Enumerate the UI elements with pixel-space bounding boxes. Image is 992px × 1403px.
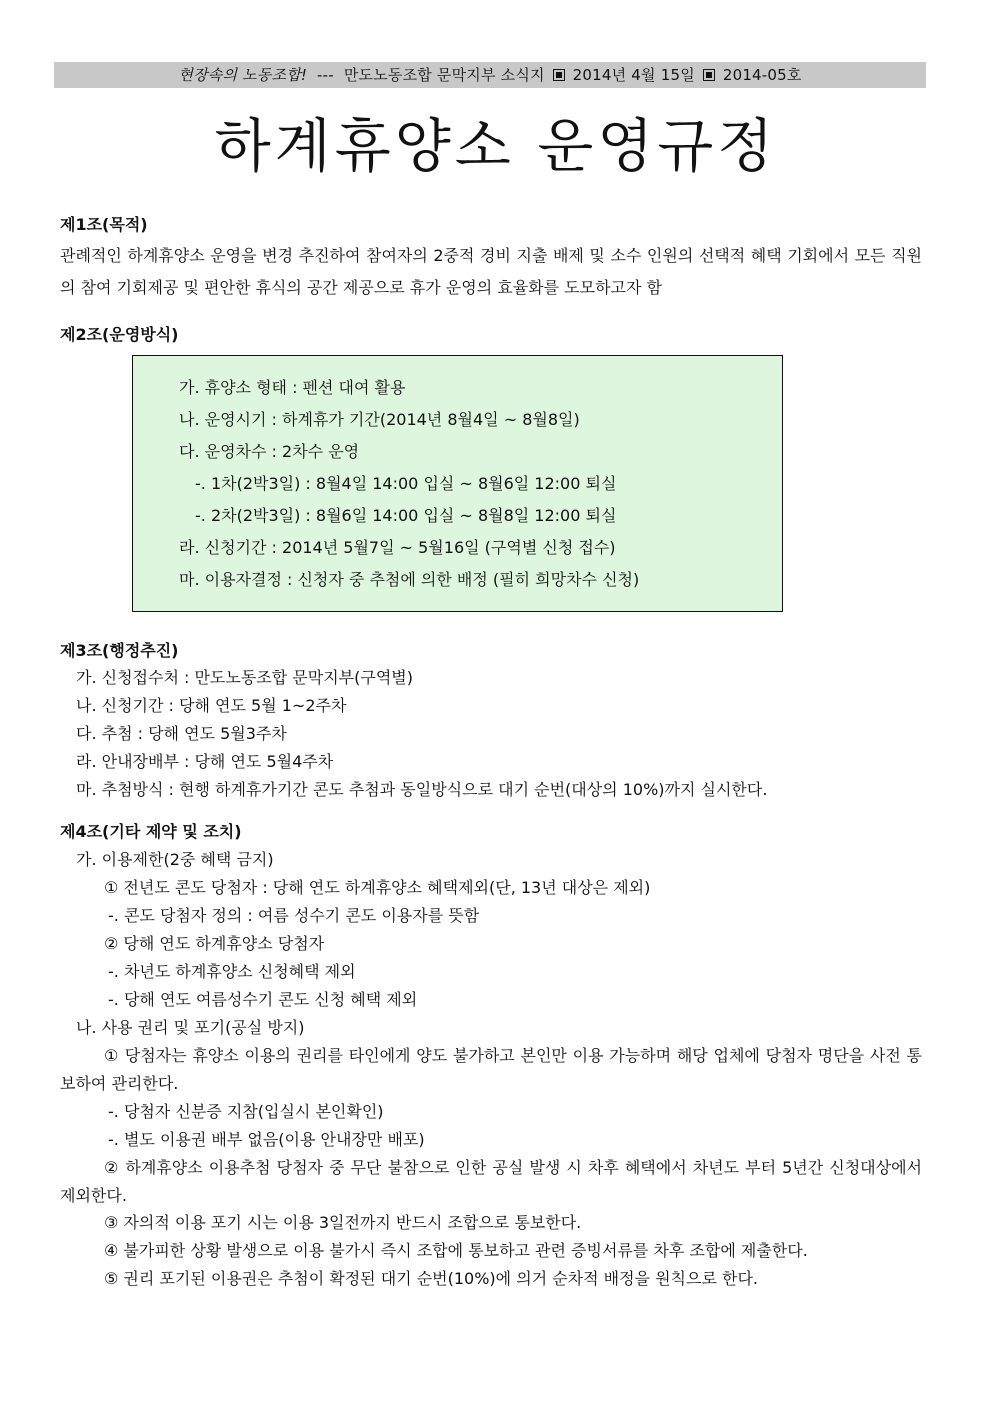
article3-line: 라. 안내장배부 : 당해 연도 5월4주차: [76, 752, 334, 771]
header-date: 2014년 4월 15일: [572, 66, 695, 84]
article2-line: 가. 휴양소 형태 : 펜션 대여 활용: [179, 378, 406, 397]
article4-a2-sub1: -. 차년도 하계휴양소 신청혜택 제외: [108, 962, 356, 981]
article4-a-heading: 가. 이용제한(2중 혜택 금지): [76, 850, 274, 869]
article4-a1-sub: -. 콘도 당첨자 정의 : 여름 성수기 콘도 이용자를 뜻함: [108, 906, 480, 925]
page-title: 하계휴양소 운영규정: [214, 112, 778, 180]
header-issue: 2014-05호: [722, 66, 802, 84]
article3-line: 나. 신청기간 : 당해 연도 5월 1~2주차: [76, 696, 347, 715]
square-bullet-icon: [553, 69, 565, 81]
article4-b1-sub2: -. 별도 이용권 배부 없음(이용 안내장만 배포): [108, 1130, 425, 1149]
header-dashes: ---: [317, 66, 334, 84]
article2-line: 나. 운영시기 : 하계휴가 기간(2014년 8월4일 ~ 8월8일): [179, 410, 580, 429]
article4-a2-sub2: -. 당해 연도 여름성수기 콘도 신청 혜택 제외: [108, 990, 418, 1009]
article4-b-heading: 나. 사용 권리 및 포기(공실 방지): [76, 1018, 305, 1037]
article2-line: 다. 운영차수 : 2차수 운영: [179, 442, 360, 461]
article4-a2: ② 당해 연도 하계휴양소 당첨자: [104, 934, 325, 953]
header-publication: 만도노동조합 문막지부 소식지: [343, 66, 545, 84]
header-slogan: 현장속의 노동조합!: [178, 66, 308, 84]
article2-line: -. 2차(2박3일) : 8월6일 14:00 입실 ~ 8월8일 12:00 퇴실: [195, 506, 617, 525]
article1-heading: 제1조(목적): [60, 215, 148, 234]
article3-line: 마. 추첨방식 : 현행 하계휴가기간 콘도 추첨과 동일방식으로 대기 순번(대상의 10%)까지 실시한다.: [76, 780, 768, 799]
article3-line: 가. 신청접수처 : 만도노동조합 문막지부(구역별): [76, 668, 413, 687]
square-bullet-icon: [703, 69, 715, 81]
article4-b1-sub1: -. 당첨자 신분증 지참(입실시 본인확인): [108, 1102, 384, 1121]
article4-a1: ① 전년도 콘도 당첨자 : 당해 연도 하계휴양소 혜택제외(단, 13년 대상은 제외): [104, 878, 651, 897]
article3-heading: 제3조(행정추진): [60, 641, 179, 660]
article3-line: 다. 추첨 : 당해 연도 5월3주차: [76, 724, 287, 743]
newsletter-header: [54, 62, 926, 88]
article4-b2: ② 하계휴양소 이용추첨 당첨자 중 무단 불참으로 인한 공실 발생 시 차후 혜택에서 차년도 부터 5년간 신청대상에서 제외한다.: [60, 1158, 922, 1205]
article2-heading: 제2조(운영방식): [60, 325, 179, 344]
article4-b4: ④ 불가피한 상황 발생으로 이용 불가시 즉시 조합에 통보하고 관련 증빙서류를 차후 조합에 제출한다.: [104, 1241, 808, 1260]
article4-b1: ① 당첨자는 휴양소 이용의 권리를 타인에게 양도 불가하고 본인만 이용 가능하며 해당 업체에 당첨자 명단을 사전 통보하여 관리한다.: [60, 1046, 922, 1093]
article2-line: 라. 신청기간 : 2014년 5월7일 ~ 5월16일 (구역별 신청 접수): [179, 538, 616, 557]
operation-info-box: [132, 355, 783, 612]
article4-b3: ③ 자의적 이용 포기 시는 이용 3일전까지 반드시 조합으로 통보한다.: [104, 1213, 582, 1232]
article2-line: 마. 이용자결정 : 신청자 중 추첨에 의한 배정 (필히 희망차수 신청): [179, 570, 640, 589]
article1-text: 관례적인 하계휴양소 운영을 변경 추진하여 참여자의 2중적 경비 지출 배제 및 소수 인원의 선택적 혜택 기회에서 모든 직원의 참여 기회제공 및 편안한 휴식의 공간 제공으로 휴가 운영의 효율화를 도모하고자 함: [60, 246, 922, 297]
article4-b5: ⑤ 권리 포기된 이용권은 추첨이 확정된 대기 순번(10%)에 의거 순차적 배정을 원칙으로 한다.: [104, 1269, 759, 1288]
article2-line: -. 1차(2박3일) : 8월4일 14:00 입실 ~ 8월6일 12:00 퇴실: [195, 474, 617, 493]
article4-heading: 제4조(기타 제약 및 조치): [60, 822, 242, 841]
